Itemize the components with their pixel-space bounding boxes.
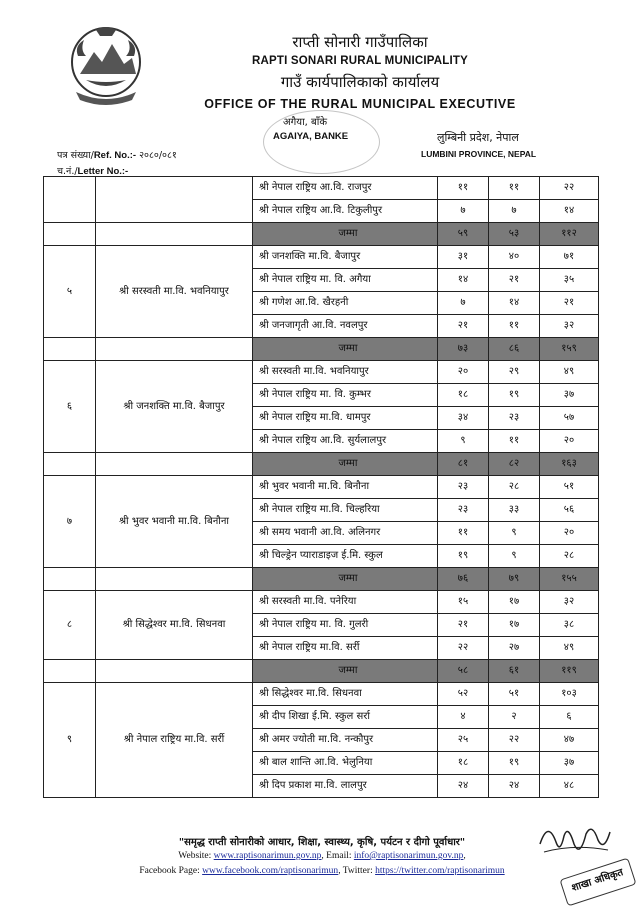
count-b-cell: २९ [489,361,540,384]
total-count-cell: ५६ [540,499,599,522]
center-school-cell: श्री सरस्वती मा.वि. भवनियापुर [96,246,253,338]
count-a-cell: ४ [438,706,489,729]
serial-cell [44,177,96,223]
total-empty-cell [96,338,253,361]
count-a-cell: ९ [438,430,489,453]
total-count-cell: ३७ [540,384,599,407]
total-b-cell: ८६ [489,338,540,361]
total-empty-cell [44,568,96,591]
total-count-cell: २० [540,430,599,453]
total-b-cell: ७९ [489,568,540,591]
total-b-cell: ८२ [489,453,540,476]
total-empty-cell [96,568,253,591]
total-count-cell: २८ [540,545,599,568]
website-label: Website: [178,851,214,861]
serial-cell: ७ [44,476,96,568]
total-label-cell: जम्मा [253,223,438,246]
total-count-cell: २२ [540,177,599,200]
email-label: , Email: [321,851,354,861]
count-b-cell: ९ [489,545,540,568]
total-count-cell: २१ [540,292,599,315]
total-c-cell: ११२ [540,223,599,246]
count-a-cell: १५ [438,591,489,614]
school-name-cell: श्री समय भवानी आ.वि. अलिनगर [253,522,438,545]
count-b-cell: ९ [489,522,540,545]
letter-label-np: च.नं./ [57,166,78,177]
count-a-cell: ३४ [438,407,489,430]
school-name-cell: श्री सरस्वती मा.वि. पनेरिया [253,591,438,614]
total-count-cell: ३२ [540,591,599,614]
total-label-cell: जम्मा [253,453,438,476]
count-b-cell: ११ [489,177,540,200]
total-count-cell: ५७ [540,407,599,430]
total-count-cell: २० [540,522,599,545]
center-school-cell: श्री जनशक्ति मा.वि. बैजापुर [96,361,253,453]
school-name-cell: श्री दिप प्रकाश मा.वि. लालपुर [253,775,438,798]
count-b-cell: १७ [489,614,540,637]
table-row [44,683,599,706]
total-count-cell: ५१ [540,476,599,499]
municipality-name-np: राप्ती सोनारी गाउँपालिका [292,33,428,51]
table-row [44,246,599,269]
center-school-cell: श्री भुवर भवानी मा.वि. बिनौना [96,476,253,568]
ref-value: २०८०/०८१ [139,150,177,161]
total-b-cell: ६१ [489,660,540,683]
officer-stamp: शाखा अधिकृत [559,858,636,907]
letter-label-en: Letter No.:- [77,166,129,177]
count-a-cell: १४ [438,269,489,292]
total-count-cell: ४९ [540,361,599,384]
school-name-cell: श्री नेपाल राष्ट्रिय मा. वि. अगैया [253,269,438,292]
school-name-cell: श्री दीप शिखा ई.मि. स्कुल सर्रा [253,706,438,729]
table-row [44,591,599,614]
count-b-cell: ४० [489,246,540,269]
school-name-cell: श्री बाल शान्ति आ.वि. भेलुनिया [253,752,438,775]
count-a-cell: २५ [438,729,489,752]
facebook-link[interactable]: www.facebook.com/raptisonarimun [202,866,339,876]
count-a-cell: १८ [438,384,489,407]
total-empty-cell [44,223,96,246]
ref-label-np: पत्र संख्या/ [57,150,94,161]
office-name-en: OFFICE OF THE RURAL MUNICIPAL EXECUTIVE [204,97,516,111]
count-a-cell: ७ [438,200,489,223]
school-name-cell: श्री गणेश आ.वि. खैरहनी [253,292,438,315]
count-b-cell: १७ [489,591,540,614]
total-count-cell: ३७ [540,752,599,775]
count-b-cell: १४ [489,292,540,315]
count-a-cell: २० [438,361,489,384]
total-c-cell: ११९ [540,660,599,683]
center-school-cell [96,177,253,223]
table-row [44,476,599,499]
count-b-cell: २ [489,706,540,729]
count-b-cell: २४ [489,775,540,798]
count-a-cell: २३ [438,499,489,522]
school-name-cell: श्री सिद्धेश्वर मा.वि. सिधनवा [253,683,438,706]
total-count-cell: ६ [540,706,599,729]
facebook-label: Facebook Page: [139,866,203,876]
count-a-cell: २४ [438,775,489,798]
count-b-cell: २७ [489,637,540,660]
footer-slogan: "समृद्ध राप्ती सोनारीको आधार, शिक्षा, स्वास्थ्य, कृषि, पर्यटन र दीगो पूर्वाधार" [178,837,466,848]
count-a-cell: २२ [438,637,489,660]
total-count-cell: ३८ [540,614,599,637]
school-name-cell: श्री नेपाल राष्ट्रिय मा. वि. कुम्भर [253,384,438,407]
count-b-cell: ७ [489,200,540,223]
total-b-cell: ५३ [489,223,540,246]
table-row [44,177,599,200]
count-b-cell: ५१ [489,683,540,706]
footer-contact-line-2 [0,866,644,876]
email-tail: , [463,851,466,861]
total-empty-cell [96,453,253,476]
total-a-cell: ७३ [438,338,489,361]
office-name-np: गाउँ कार्यपालिकाको कार्यालय [280,73,440,91]
total-count-cell: ३२ [540,315,599,338]
count-b-cell: २८ [489,476,540,499]
center-school-cell: श्री सिद्धेश्वर मा.वि. सिधनवा [96,591,253,660]
total-a-cell: ५८ [438,660,489,683]
count-a-cell: ११ [438,177,489,200]
count-a-cell: १८ [438,752,489,775]
serial-cell: ६ [44,361,96,453]
center-school-cell: श्री नेपाल राष्ट्रिय मा.वि. सर्री [96,683,253,798]
total-label-cell: जम्मा [253,568,438,591]
address-np: अगैया, बाँके [283,117,327,128]
total-a-cell: ८१ [438,453,489,476]
count-a-cell: २३ [438,476,489,499]
total-label-cell: जम्मा [253,338,438,361]
total-count-cell: ७१ [540,246,599,269]
school-name-cell: श्री जनशक्ति मा.वि. बैजापुर [253,246,438,269]
school-name-cell: श्री अमर ज्योती मा.वि. नन्कौपुर [253,729,438,752]
count-b-cell: ११ [489,315,540,338]
total-empty-cell [44,338,96,361]
total-row [44,660,599,683]
email-link[interactable]: info@raptisonarimun.gov.np [353,851,464,861]
school-name-cell: श्री नेपाल राष्ट्रिय मा.वि. धामपुर [253,407,438,430]
ref-label-en: Ref. No.:- [93,150,137,161]
school-name-cell: श्री नेपाल राष्ट्रिय मा.वि. चिल्हरिया [253,499,438,522]
total-empty-cell [44,453,96,476]
school-student-table [43,176,599,798]
total-row [44,338,599,361]
school-name-cell: श्री सरस्वती मा.वि. भवनियापुर [253,361,438,384]
total-count-cell: ३५ [540,269,599,292]
serial-cell: ८ [44,591,96,660]
signature [534,814,614,864]
total-row [44,568,599,591]
school-name-cell: श्री चिल्ड्रेन प्याराडाइज ई.मि. स्कुल [253,545,438,568]
twitter-label: , Twitter: [338,866,376,876]
count-a-cell: २१ [438,315,489,338]
province-en: LUMBINI PROVINCE, NEPAL [421,149,537,159]
total-row [44,223,599,246]
total-count-cell: ४७ [540,729,599,752]
total-count-cell: १४ [540,200,599,223]
total-empty-cell [96,660,253,683]
total-c-cell: १५५ [540,568,599,591]
count-b-cell: ११ [489,430,540,453]
total-c-cell: १५९ [540,338,599,361]
count-b-cell: २२ [489,729,540,752]
reference-number [57,148,177,161]
total-count-cell: १०३ [540,683,599,706]
nepal-emblem-logo [66,22,146,110]
twitter-link[interactable]: https://twitter.com/raptisonarimun [375,866,505,876]
total-empty-cell [44,660,96,683]
count-b-cell: ३३ [489,499,540,522]
count-a-cell: ७ [438,292,489,315]
total-a-cell: ७६ [438,568,489,591]
total-count-cell: ४९ [540,637,599,660]
count-b-cell: १९ [489,384,540,407]
municipality-name-en: RAPTI SONARI RURAL MUNICIPALITY [252,55,468,67]
serial-cell: ५ [44,246,96,338]
total-c-cell: १६३ [540,453,599,476]
count-a-cell: १९ [438,545,489,568]
school-name-cell: श्री नेपाल राष्ट्रिय मा. वि. गुलरी [253,614,438,637]
address-en: AGAIYA, BANKE [273,131,349,142]
school-name-cell: श्री जनजागृती आ.वि. नवलपुर [253,315,438,338]
total-count-cell: ४८ [540,775,599,798]
school-name-cell: श्री नेपाल राष्ट्रिय आ.वि. राजपुर [253,177,438,200]
table-row [44,361,599,384]
school-name-cell: श्री नेपाल राष्ट्रिय आ.वि. टिकुलीपुर [253,200,438,223]
count-a-cell: ५२ [438,683,489,706]
serial-cell: ९ [44,683,96,798]
count-b-cell: १९ [489,752,540,775]
count-a-cell: २१ [438,614,489,637]
count-a-cell: ३१ [438,246,489,269]
count-b-cell: २१ [489,269,540,292]
school-name-cell: श्री नेपाल राष्ट्रिय मा.वि. सर्री [253,637,438,660]
school-name-cell: श्री नेपाल राष्ट्रिय आ.वि. सुर्यलालपुर [253,430,438,453]
total-row [44,453,599,476]
total-a-cell: ५९ [438,223,489,246]
count-a-cell: ११ [438,522,489,545]
website-link[interactable]: www.raptisonarimun.gov.np [213,851,322,861]
total-label-cell: जम्मा [253,660,438,683]
total-empty-cell [96,223,253,246]
province-np: लुम्बिनी प्रदेश, नेपाल [437,131,519,144]
count-b-cell: २३ [489,407,540,430]
school-name-cell: श्री भुवर भवानी मा.वि. बिनौना [253,476,438,499]
